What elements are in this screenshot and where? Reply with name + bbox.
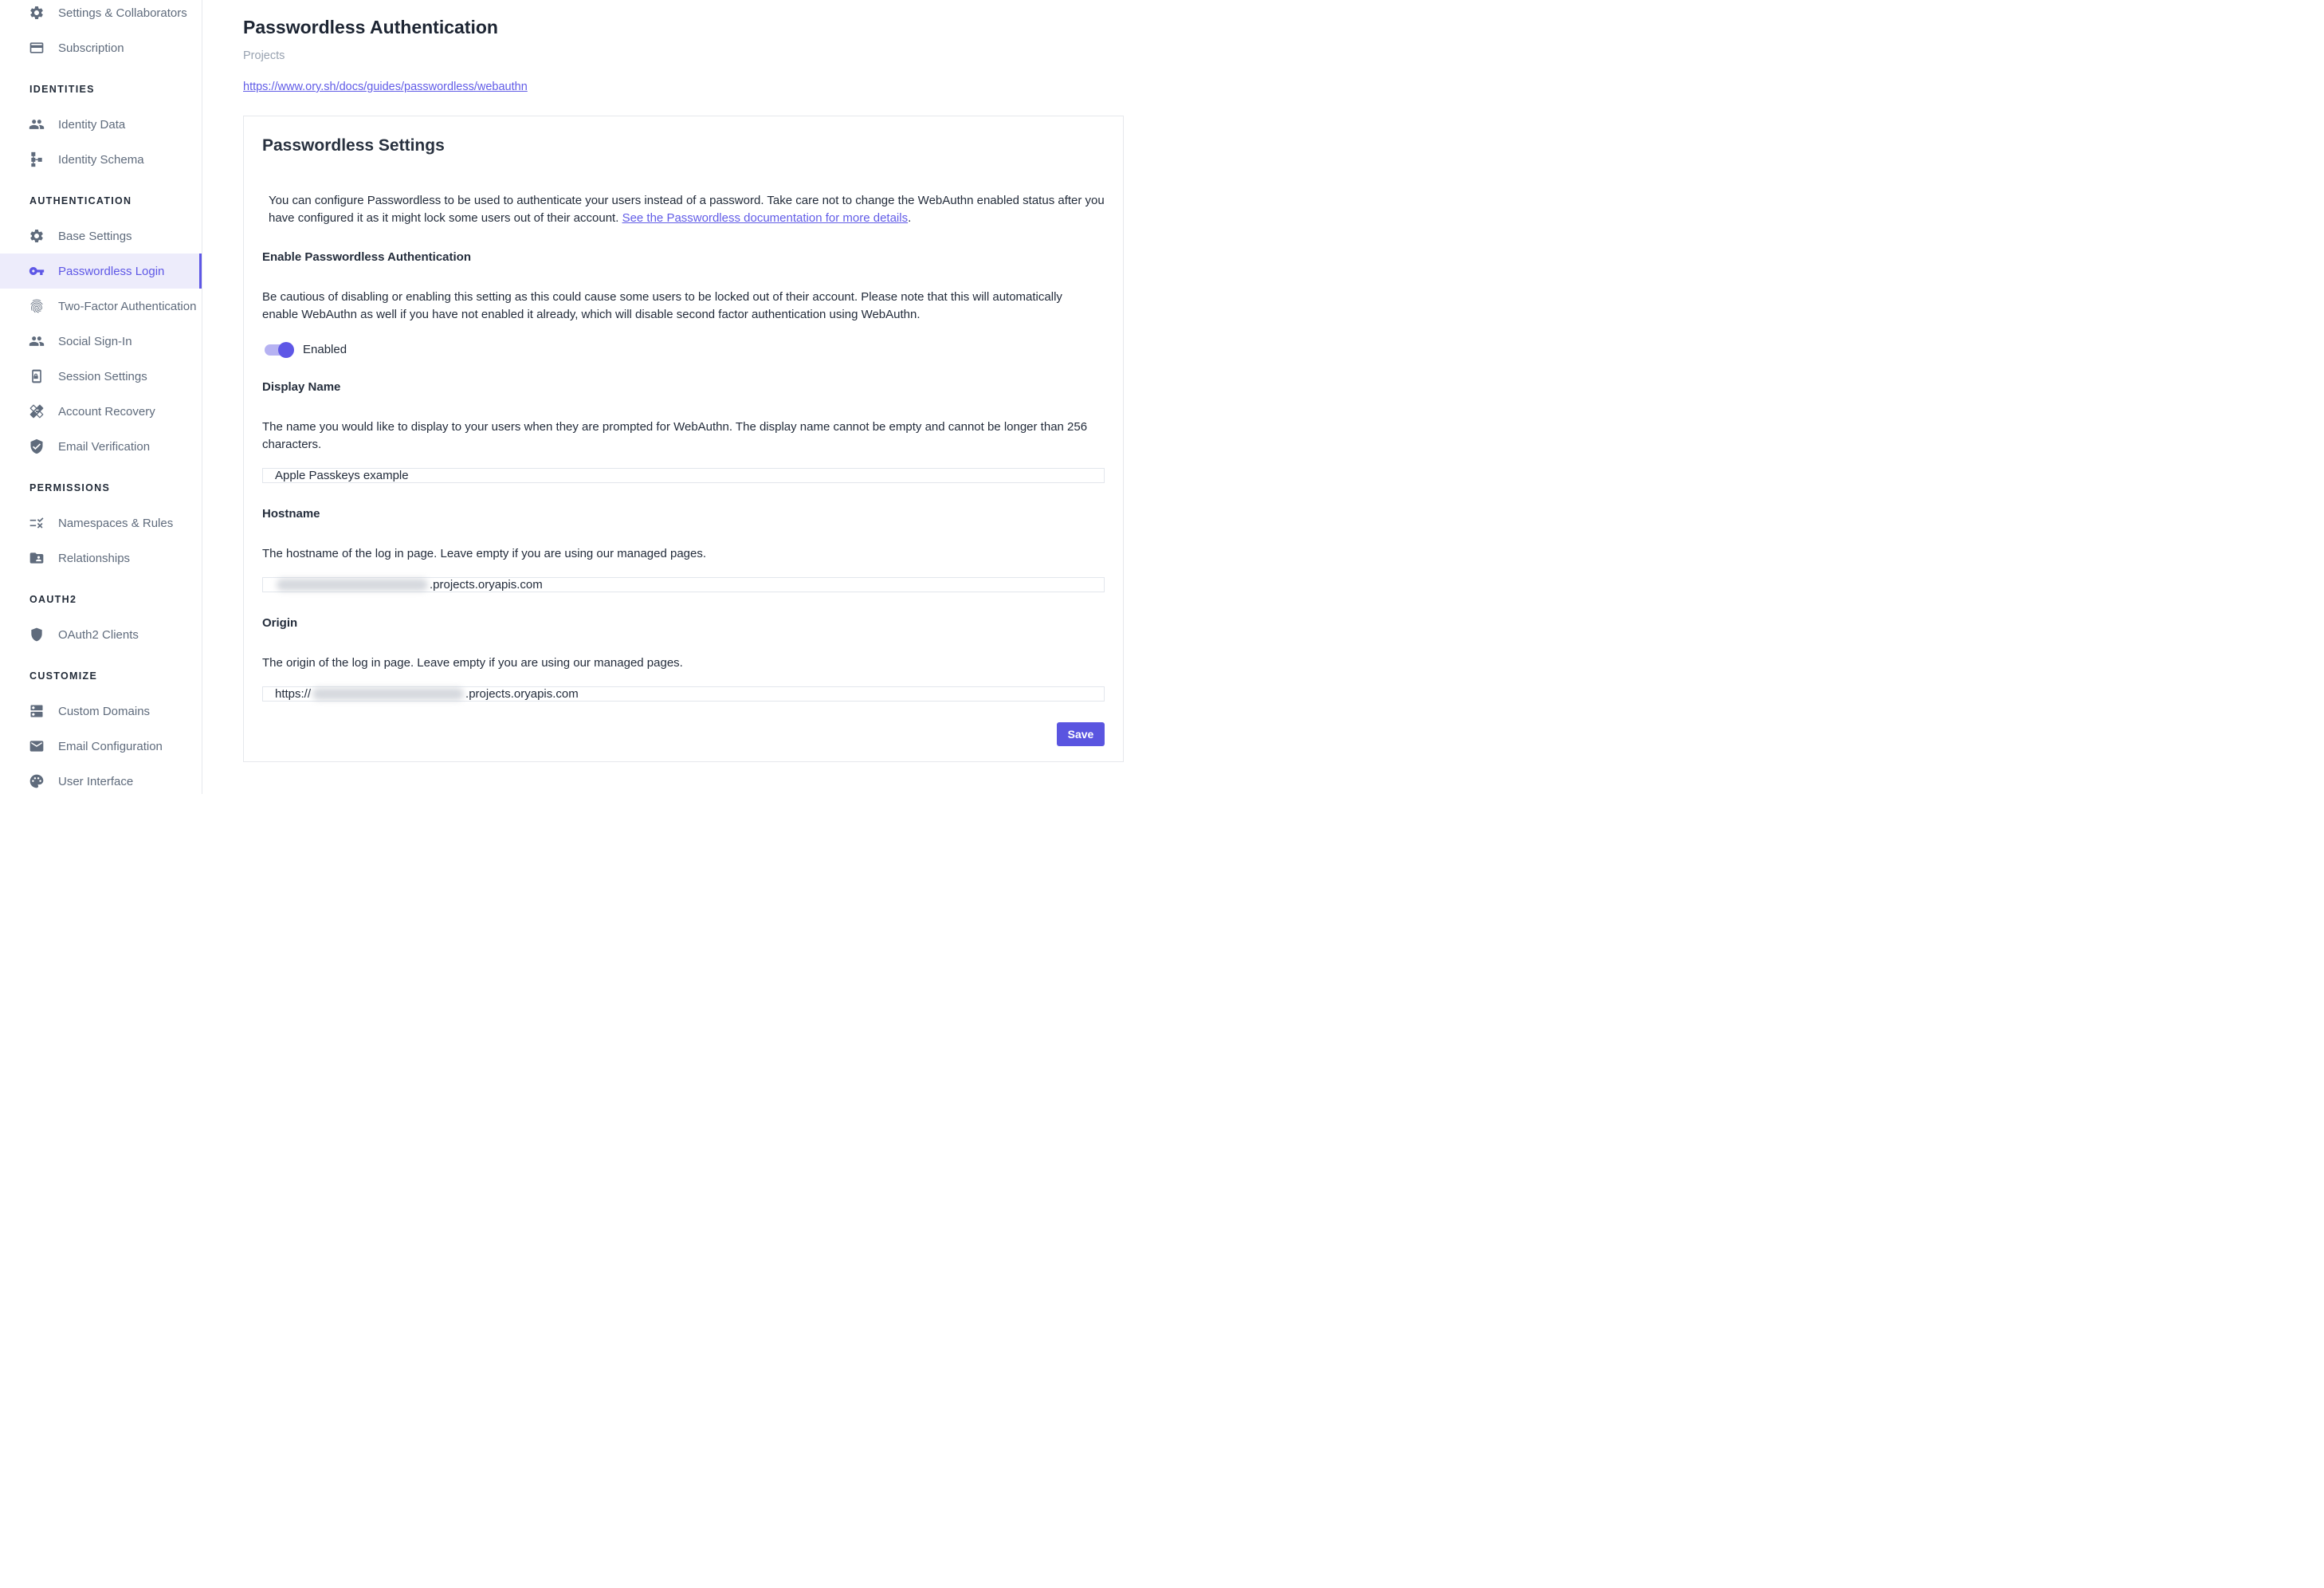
sidebar-item-label: Subscription xyxy=(58,41,124,55)
schema-icon xyxy=(29,151,45,167)
sidebar xyxy=(0,0,202,794)
passwordless-settings-card xyxy=(243,116,1124,762)
section-header-identities: IDENTITIES xyxy=(29,84,95,95)
sidebar-item-label: Social Sign-In xyxy=(58,334,132,348)
sidebar-item-label: Settings & Collaborators xyxy=(58,6,187,20)
card-title: Passwordless Settings xyxy=(262,136,445,155)
rule-icon xyxy=(29,515,45,531)
sidebar-item-label: Session Settings xyxy=(58,369,147,383)
sidebar-item-account-recovery[interactable] xyxy=(0,394,202,429)
people-icon xyxy=(29,333,45,349)
key-icon xyxy=(29,263,45,279)
folder-shared-icon xyxy=(29,550,45,566)
sidebar-item-identity-schema[interactable] xyxy=(0,142,202,177)
healing-icon xyxy=(29,403,45,419)
sidebar-item-label: Email Verification xyxy=(58,439,151,454)
sidebar-item-base-settings[interactable] xyxy=(0,218,202,254)
enable-passwordless-description: Be cautious of disabling or enabling this setting as this could cause some users to be locked out of their account. Please note that this will automatically enable WebAuthn as well if you have not enabled it already, which will disable second factor authentication using WebAuthn. xyxy=(262,290,1062,321)
sidebar-item-two-factor-authentication[interactable] xyxy=(0,289,202,324)
page-title: Passwordless Authentication xyxy=(243,17,498,37)
display-name-label: Display Name xyxy=(262,380,341,394)
fingerprint-icon xyxy=(29,298,45,314)
dns-icon xyxy=(29,703,45,719)
sidebar-item-namespaces-rules[interactable] xyxy=(0,505,202,540)
shield-check-icon xyxy=(29,438,45,454)
origin-label: Origin xyxy=(262,616,298,630)
sidebar-item-identity-data[interactable] xyxy=(0,107,202,142)
sidebar-item-label: Two-Factor Authentication xyxy=(58,299,197,313)
intro-paragraph xyxy=(269,192,1105,226)
origin-value-prefix: https:// xyxy=(275,687,312,701)
sidebar-item-label: Base Settings xyxy=(58,229,132,243)
display-name-value: Apple Passkeys example xyxy=(275,469,409,482)
display-name-input[interactable] xyxy=(262,468,1105,483)
sidebar-item-email-verification[interactable] xyxy=(0,429,202,464)
origin-input[interactable] xyxy=(262,686,1105,702)
people-icon xyxy=(29,116,45,132)
hostname-value-suffix: .projects.oryapis.com xyxy=(430,578,543,592)
sidebar-item-session-settings[interactable] xyxy=(0,359,202,394)
gear-icon xyxy=(29,228,45,244)
sidebar-nav xyxy=(0,0,202,794)
toggle-thumb xyxy=(278,342,294,358)
sidebar-item-settings-collaborators[interactable] xyxy=(0,0,202,30)
app-window xyxy=(0,0,1162,794)
enable-passwordless-label: Enable Passwordless Authentication xyxy=(262,250,472,264)
sidebar-item-label: Custom Domains xyxy=(58,704,151,718)
section-header-permissions: PERMISSIONS xyxy=(29,482,111,493)
mail-icon xyxy=(29,738,45,754)
sidebar-item-social-sign-in[interactable] xyxy=(0,324,202,359)
section-header-authentication: AUTHENTICATION xyxy=(29,195,132,206)
section-header-customize: CUSTOMIZE xyxy=(29,670,98,682)
intro-text: You can configure Passwordless to be used to authenticate your users instead of a password. Take care not to change the WebAuthn enabled status after you have configured it as it might lock some users out of their account. xyxy=(269,194,1105,225)
card-actions xyxy=(262,722,1105,746)
doc-link[interactable]: https://www.ory.sh/docs/guides/passwordless/webauthn xyxy=(243,81,528,93)
sidebar-item-label: Account Recovery xyxy=(58,404,155,419)
section-header-oauth2: OAUTH2 xyxy=(29,594,77,605)
sidebar-item-user-interface[interactable] xyxy=(0,764,202,794)
toggle-label: Enabled xyxy=(303,343,347,356)
shield-icon xyxy=(29,627,45,643)
sidebar-item-label: OAuth2 Clients xyxy=(58,627,139,642)
hostname-label: Hostname xyxy=(262,507,320,521)
sidebar-item-label: Identity Schema xyxy=(58,152,144,167)
sidebar-item-label: Email Configuration xyxy=(58,739,163,753)
passwordless-toggle[interactable] xyxy=(265,344,292,356)
sidebar-item-subscription[interactable] xyxy=(0,30,202,65)
save-button[interactable]: Save xyxy=(1057,722,1105,746)
origin-value-suffix: .projects.oryapis.com xyxy=(465,687,579,701)
device-lock-icon xyxy=(29,368,45,384)
sidebar-item-passwordless-login[interactable] xyxy=(0,254,202,289)
origin-description: The origin of the log in page. Leave empty if you are using our managed pages. xyxy=(262,656,683,670)
sidebar-item-label: Passwordless Login xyxy=(58,264,165,278)
hostname-input[interactable] xyxy=(262,577,1105,592)
sidebar-item-label: User Interface xyxy=(58,774,134,788)
enable-toggle-row xyxy=(262,343,1105,356)
sidebar-item-email-configuration[interactable] xyxy=(0,729,202,764)
sidebar-item-label: Namespaces & Rules xyxy=(58,516,174,530)
credit-card-icon xyxy=(29,40,45,56)
breadcrumb: Projects xyxy=(243,49,285,62)
sidebar-item-custom-domains[interactable] xyxy=(0,694,202,729)
passwordless-docs-link[interactable]: See the Passwordless documentation for more details xyxy=(622,210,909,225)
main-content xyxy=(202,0,1162,794)
display-name-description: The name you would like to display to your users when they are prompted for WebAuthn. The display name cannot be empty and cannot be longer than 256 characters. xyxy=(262,420,1088,451)
sidebar-item-label: Identity Data xyxy=(58,117,126,132)
palette-icon xyxy=(29,773,45,789)
redacted-origin-segment xyxy=(312,688,464,700)
intro-suffix: . xyxy=(908,210,912,225)
gear-icon xyxy=(29,5,45,21)
hostname-description: The hostname of the log in page. Leave empty if you are using our managed pages. xyxy=(262,547,707,560)
sidebar-item-oauth2-clients[interactable] xyxy=(0,617,202,652)
redacted-hostname-segment xyxy=(277,579,428,591)
sidebar-item-relationships[interactable] xyxy=(0,540,202,576)
sidebar-item-label: Relationships xyxy=(58,551,131,565)
